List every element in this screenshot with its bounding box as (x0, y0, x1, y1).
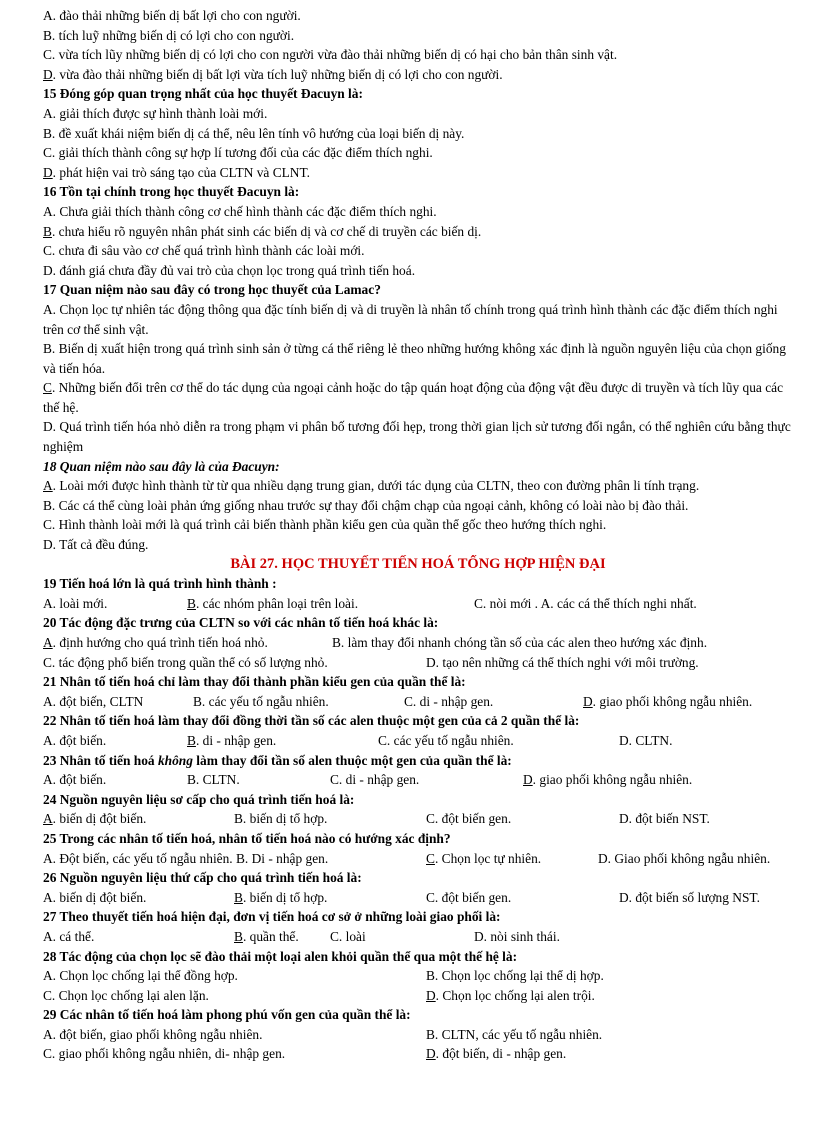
line-text: BÀI 27. HỌC THUYẾT TIẾN HOÁ TỔNG HỢP HIỆN ĐẠI (230, 555, 606, 572)
line-text: 19 Tiến hoá lớn là quá trình hình thành : (43, 576, 277, 592)
answer-line (43, 535, 793, 555)
answer-option (426, 1025, 793, 1045)
line-text: 27 Theo thuyết tiến hoá hiện đại, đơn vị tiến hoá cơ sở ở những loài giao phối là: (43, 909, 501, 925)
answer-row (43, 986, 793, 1006)
answer-option-text: . Chọn lọc chống lại alen trội. (435, 987, 595, 1003)
answer-option (43, 1025, 426, 1045)
line-text: 15 Đóng góp quan trọng nhất của học thuyết Đacuyn là: (43, 86, 363, 102)
answer-option (193, 692, 404, 712)
answer-option-text: B. làm thay đổi nhanh chóng tần số của các alen theo hướng xác định. (332, 635, 708, 650)
answer-paragraph (43, 476, 793, 496)
answer-line (43, 104, 793, 124)
answer-option (43, 653, 426, 673)
question-heading (43, 672, 793, 692)
answer-option-text: C. các yếu tố ngẫu nhiên. (378, 732, 514, 748)
line-text: 25 Trong các nhân tố tiến hoá, nhân tố tiến hoá nào có hướng xác định? (43, 830, 451, 846)
line-text: . chưa hiểu rõ nguyên nhân phát sinh các biến dị và cơ chế di truyền các biến dị. (51, 223, 482, 239)
answer-option-text: . di - nhập gen. (195, 732, 277, 748)
answer-option (474, 927, 793, 947)
line-text: 17 Quan niệm nào sau đây có trong học thuyết của Lamac? (43, 282, 381, 298)
correct-answer-mark: D (523, 772, 533, 788)
answer-option-text: B. biến dị tổ hợp. (234, 811, 328, 827)
answer-line (43, 261, 793, 281)
answer-paragraph (43, 496, 793, 516)
question-heading (43, 84, 793, 104)
answer-line (43, 515, 793, 535)
answer-row (43, 692, 793, 712)
line-text: B. Các cá thể cùng loài phản ứng giống nhau trước sự thay đổi chậm chạp của ngoại cảnh, không có loài nào bị đào thải. (43, 497, 689, 513)
answer-option (43, 692, 193, 712)
answer-line (43, 163, 793, 183)
correct-answer-mark: B (234, 928, 243, 944)
line-text: B. đề xuất khái niệm biến dị cá thể, nêu lên tính vô hướng của loại biến dị này. (43, 125, 465, 141)
answer-option (619, 809, 793, 829)
line-text: . Loài mới được hình thành từ từ qua nhiều dạng trung gian, dưới tác dụng của CLTN, theo con đường phân li tính trạng. (52, 478, 700, 494)
correct-answer-mark: A (43, 811, 53, 827)
answer-option-text: . giao phối không ngẫu nhiên. (592, 693, 753, 709)
answer-option-text: . Chọn lọc tự nhiên. (434, 850, 542, 866)
question-heading (43, 182, 793, 202)
answer-option (43, 888, 234, 908)
answer-option-text: . quần thể. (242, 928, 299, 944)
answer-option (234, 927, 330, 947)
line-text: D. Tất cả đều đúng. (43, 537, 149, 553)
line-text: C. chưa đi sâu vào cơ chế quá trình hình thành các loài mới. (43, 243, 365, 259)
answer-option (404, 692, 583, 712)
answer-option (426, 986, 793, 1006)
answer-option-text: A. Chọn lọc chống lại thể đồng hợp. (43, 968, 238, 984)
line-text: 16 Tồn tại chính trong học thuyết Đacuyn là: (43, 184, 300, 200)
answer-option-text: . các nhóm phân loại trên loài. (195, 595, 359, 611)
answer-option-text: B. các yếu tố ngẫu nhiên. (193, 693, 329, 709)
answer-option (43, 594, 187, 614)
line-text: . phát hiện vai trò sáng tạo của CLTN và CLNT. (52, 164, 311, 180)
answer-option-text: C. di - nhập gen. (330, 772, 420, 788)
answer-option (43, 849, 426, 869)
question-heading (43, 907, 793, 927)
answer-row (43, 1025, 793, 1045)
question-heading (43, 1005, 793, 1025)
answer-option (43, 986, 426, 1006)
line-text: . Những biến đổi trên cơ thể do tác dụng của ngoại cảnh hoặc do tập quán hoạt động của động vật đều được di truyền và tích lũy qua các thế hệ. (43, 380, 784, 415)
line-text: A. giải thích được sự hình thành loài mới. (43, 105, 268, 121)
answer-line (43, 202, 793, 222)
answer-option (598, 849, 793, 869)
answer-option (426, 888, 619, 908)
answer-row (43, 888, 793, 908)
answer-option (234, 809, 426, 829)
line-text: C. Hình thành loài mới là quá trình cải biến thành phần kiểu gen của quần thể gốc theo hướng thích nghi. (43, 517, 607, 533)
answer-option (187, 770, 330, 790)
answer-option (426, 1044, 793, 1064)
answer-paragraph (43, 378, 793, 417)
answer-option-text: C. di - nhập gen. (404, 693, 494, 709)
question-heading (43, 751, 793, 771)
answer-option-text: A. đột biến, giao phối không ngẫu nhiên. (43, 1026, 263, 1042)
answer-option (43, 731, 187, 751)
question-text: 23 Nhân tố tiến hoá (43, 752, 158, 768)
answer-option (426, 849, 598, 869)
answer-option-text: A. cá thể. (43, 928, 95, 944)
section-title (43, 555, 793, 575)
answer-row (43, 633, 793, 653)
answer-paragraph (43, 417, 793, 456)
line-text: C. giải thích thành công sự hợp lí tương đối của các đặc điểm thích nghi. (43, 145, 433, 161)
line-text: A. Chọn lọc tự nhiên tác động thông qua đặc tính biến dị và di truyền là nhân tố chính trong quá trình hình thành các đặc điểm thích nghi trên cơ thể sinh vật. (43, 301, 778, 337)
answer-option (426, 809, 619, 829)
correct-answer-mark: B (43, 223, 52, 239)
answer-line (43, 143, 793, 163)
question-heading (43, 457, 793, 477)
answer-option-text: . biến dị đột biến. (52, 811, 147, 827)
answer-row (43, 731, 793, 751)
question-heading (43, 790, 793, 810)
answer-option-text: C. đột biến gen. (426, 889, 512, 905)
answer-option (474, 594, 793, 614)
answer-option (43, 770, 187, 790)
line-text: A. đào thải những biến dị bất lợi cho con người. (43, 8, 301, 23)
answer-option (330, 770, 523, 790)
line-text: C. vừa tích lũy những biến dị có lợi cho con người vừa đào thải những biến dị có hại cho bản thân sinh vật. (43, 47, 618, 63)
question-heading (43, 613, 793, 633)
answer-option-text: D. đột biến NST. (619, 811, 710, 827)
answer-row (43, 594, 793, 614)
answer-option-text: B. CLTN, các yếu tố ngẫu nhiên. (426, 1026, 603, 1042)
answer-row (43, 966, 793, 986)
answer-line (43, 6, 793, 26)
line-text: 24 Nguồn nguyên liệu sơ cấp cho quá trình tiến hoá là: (43, 791, 355, 807)
answer-option-text: C. loài (330, 928, 366, 944)
answer-option-text: D. Giao phối không ngẫu nhiên. (598, 850, 771, 866)
answer-line (43, 65, 793, 85)
answer-option-text: D. CLTN. (619, 732, 673, 748)
answer-option-text: A. Đột biến, các yếu tố ngẫu nhiên. B. Di - nhập gen. (43, 850, 329, 866)
answer-option (43, 633, 332, 653)
line-text: D. Quá trình tiến hóa nhỏ diễn ra trong phạm vi phân bố tương đối hẹp, trong thời gian lịch sử tương đối ngắn, có thể nghiên cứu bằng thực nghiệm (43, 419, 791, 455)
answer-option-text: C. nòi mới . A. các cá thể thích nghi nhất. (474, 595, 697, 611)
correct-answer-mark: B (234, 889, 243, 905)
correct-answer-mark: D (43, 164, 53, 180)
answer-line (43, 222, 793, 242)
question-heading (43, 829, 793, 849)
answer-option (619, 731, 793, 751)
answer-line (43, 241, 793, 261)
answer-option-text: C. tác động phổ biến trong quần thể có số lượng nhỏ. (43, 654, 328, 670)
answer-row (43, 809, 793, 829)
line-text: 28 Tác động của chọn lọc sẽ đào thải một loại alen khỏi quần thể qua một thế hệ là: (43, 948, 518, 964)
answer-option (330, 927, 474, 947)
answer-option-text: A. đột biến. (43, 772, 107, 788)
correct-answer-mark: C (426, 850, 435, 866)
answer-option-text: C. giao phối không ngẫu nhiên, di- nhập gen. (43, 1046, 286, 1062)
answer-row (43, 770, 793, 790)
answer-option-text: C. Chọn lọc chống lại alen lặn. (43, 987, 209, 1003)
answer-option-text: . đột biến, di - nhập gen. (435, 1046, 567, 1062)
correct-answer-mark: A (43, 478, 53, 494)
line-text: A. Chưa giải thích thành công cơ chế hình thành các đặc điểm thích nghi. (43, 203, 437, 219)
answer-option-text: . biến dị tổ hợp. (242, 889, 328, 905)
answer-option (234, 888, 426, 908)
question-text: làm thay đổi tần số alen thuộc một gen của quần thể là: (192, 752, 512, 768)
answer-option-text: D. tạo nên những cá thể thích nghi với môi trường. (426, 654, 699, 670)
answer-option-text: D. nòi sinh thái. (474, 928, 560, 944)
line-text: 21 Nhân tố tiến hoá chỉ làm thay đổi thành phần kiểu gen của quần thể là: (43, 674, 466, 690)
answer-row (43, 849, 793, 869)
line-text: 22 Nhân tố tiến hoá làm thay đổi đồng thời tần số các alen thuộc một gen của cả 2 quần thể là: (43, 713, 580, 729)
answer-row (43, 1044, 793, 1064)
answer-option-text: . giao phối không ngẫu nhiên. (532, 772, 693, 788)
answer-option-text: B. CLTN. (187, 772, 240, 788)
answer-option-text: . định hướng cho quá trình tiến hoá nhỏ. (52, 635, 268, 650)
answer-option-text: D. đột biến số lượng NST. (619, 889, 760, 905)
answer-row (43, 653, 793, 673)
line-text: . vừa đào thải những biến dị bất lợi vừa tích luỹ những biến dị có lợi cho con người. (52, 66, 503, 82)
question-heading (43, 280, 793, 300)
answer-paragraph (43, 300, 793, 339)
answer-option (43, 809, 234, 829)
answer-option (619, 888, 793, 908)
answer-option-text: A. biến dị đột biến. (43, 889, 147, 905)
answer-line (43, 45, 793, 65)
correct-answer-mark: D (583, 693, 593, 709)
answer-option (523, 770, 793, 790)
answer-option-text: A. loài mới. (43, 595, 108, 611)
answer-option (426, 653, 793, 673)
correct-answer-mark: D (426, 987, 436, 1003)
line-text: 29 Các nhân tố tiến hoá làm phong phú vốn gen của quần thể là: (43, 1007, 411, 1023)
answer-option-text: A. đột biến. (43, 732, 107, 748)
answer-option (187, 594, 474, 614)
answer-option-text: B. Chọn lọc chống lại thể dị hợp. (426, 968, 604, 984)
correct-answer-mark: B (187, 732, 196, 748)
answer-row (43, 927, 793, 947)
answer-line (43, 124, 793, 144)
line-text: D. đánh giá chưa đầy đủ vai trò của chọn lọc trong quá trình tiến hoá. (43, 262, 416, 278)
answer-option-text: C. đột biến gen. (426, 811, 512, 827)
answer-paragraph (43, 339, 793, 378)
answer-line (43, 26, 793, 46)
answer-option (43, 1044, 426, 1064)
answer-option (583, 692, 793, 712)
correct-answer-mark: A (43, 635, 53, 650)
line-text: 18 Quan niệm nào sau đây là của Đacuyn: (43, 458, 280, 474)
question-heading (43, 711, 793, 731)
answer-option-text: A. đột biến, CLTN (43, 693, 144, 709)
line-text: 26 Nguồn nguyên liệu thứ cấp cho quá trình tiến hoá là: (43, 870, 362, 886)
question-heading (43, 868, 793, 888)
question-heading (43, 574, 793, 594)
answer-option (43, 966, 426, 986)
question-heading (43, 947, 793, 967)
line-text: B. Biến dị xuất hiện trong quá trình sinh sản ở từng cá thể riêng lẻ theo những hướng không xác định là nguồn nguyên liệu của chọn giống và tiến hóa. (43, 341, 786, 376)
correct-answer-mark: D (426, 1046, 436, 1062)
answer-option (426, 966, 793, 986)
answer-option (187, 731, 378, 751)
correct-answer-mark: C (43, 380, 52, 396)
answer-option (378, 731, 619, 751)
answer-option (332, 633, 793, 653)
question-emphasis: không (157, 752, 193, 768)
line-text: 20 Tác động đặc trưng của CLTN so với các nhân tố tiến hoá khác là: (43, 615, 439, 631)
correct-answer-mark: D (43, 66, 53, 82)
answer-option (43, 927, 234, 947)
line-text: B. tích luỹ những biến dị có lợi cho con người. (43, 27, 295, 43)
document-page (43, 6, 793, 1064)
correct-answer-mark: B (187, 595, 196, 611)
